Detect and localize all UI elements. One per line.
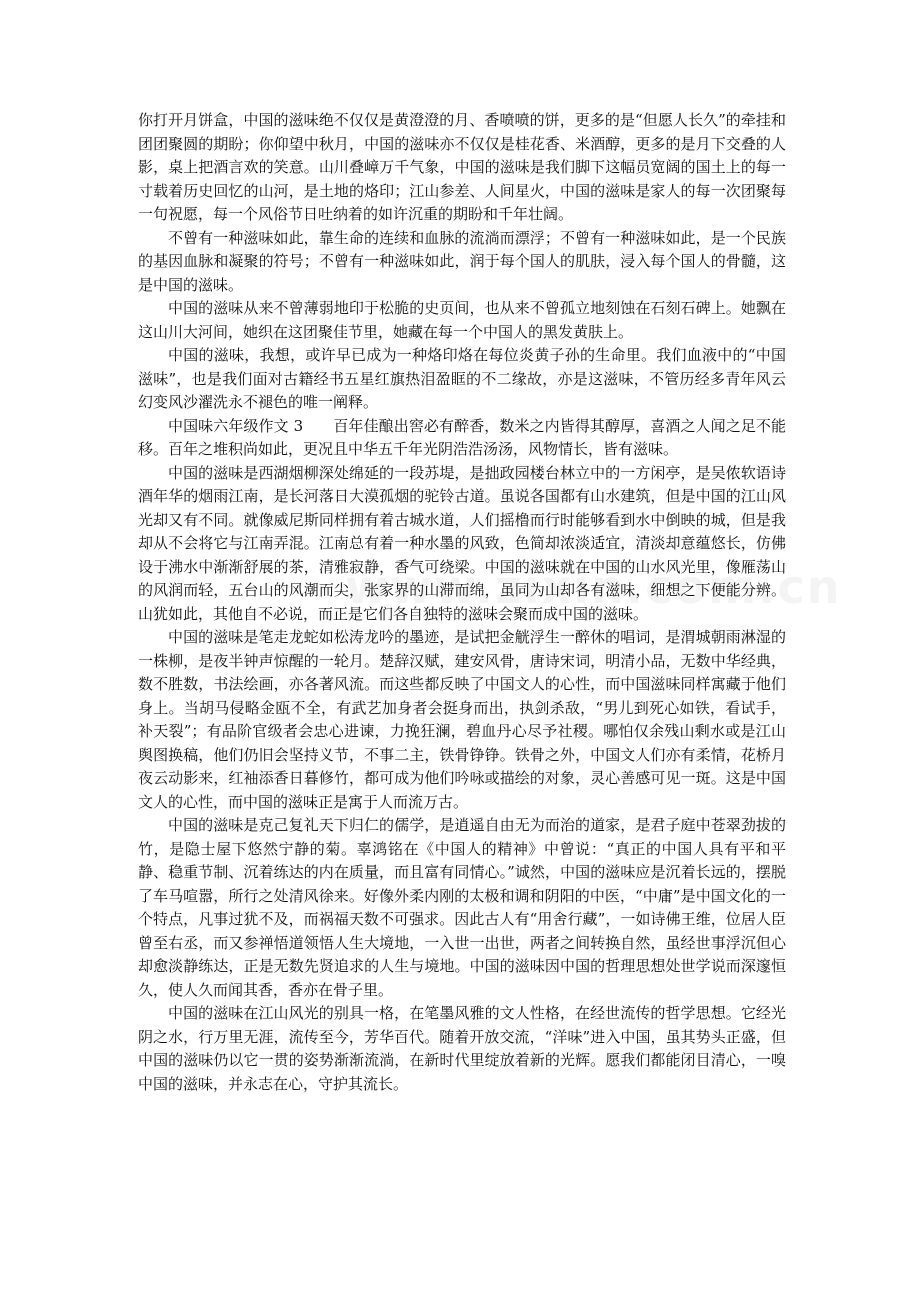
document-body bbox=[138, 109, 786, 1096]
paragraph: 中国的滋味从来不曾薄弱地印于松脆的史页间，也从来不曾孤立地刻蚀在石刻石碑上。她飘在这山川大河间，她织在这团聚佳节里，她藏在每一个中国人的黑发黄肤上。 bbox=[138, 299, 786, 341]
paragraph: 不曾有一种滋味如此，靠生命的连续和血脉的流淌而漂浮；不曾有一种滋味如此，是一个民族的基因血脉和凝聚的符号；不曾有一种滋味如此，润于每个国人的肌肤，浸入每个国人的骨髓，这是中国的滋味。 bbox=[138, 228, 786, 294]
paragraph: 你打开月饼盒，中国的滋味绝不仅仅是黄澄澄的月、香喷喷的饼，更多的是“但愿人长久”的牵挂和团团聚圆的期盼；你仰望中秋月，中国的滋味亦不仅仅是桂花香、米酒醇，更多的是月下交叠的人影，桌上把酒言欢的笑意。山川叠嶂万千气象，中国的滋味是我们脚下这幅员宽阔的国土上的每一寸载着历史回忆的山河，是土地的烙印；江山参差、人间星火，中国的滋味是家人的每一次团聚每一句祝愿，每一个风俗节日吐纳着的如许沉重的期盼和千年壮阔。 bbox=[138, 111, 786, 223]
paragraph: 中国的滋味，我想，或许早已成为一种烙印烙在每位炎黄子孙的生命里。我们血液中的“中国滋味”，也是我们面对古籍经书五星红旗热泪盈眶的不二缘故，亦是这滋味，不管历经多青年风云幻变风沙濯洗永不褪色的唯一阐释。 bbox=[138, 346, 786, 411]
paragraph: 中国的滋味是笔走龙蛇如松涛龙吟的墨迹，是试把金觥浮生一醉休的唱词，是渭城朝雨淋湿的一株柳，是夜半钟声惊醒的一轮月。楚辞汉赋，建安风骨，唐诗宋词，明清小品，无数中华经典，数不胜数，书法绘画，亦各著风流。而这些都反映了中国文人的心性，而中国滋味同样寓藏于他们身上。当胡马侵略金瓯不全，有武艺加身者会挺身而出，执剑杀敌，“男儿到死心如铁，看试手，补天裂”；有品阶官级者会忠心进谏，力挽狂澜，碧血丹心尽予社稷。哪怕仅余残山剩水或是江山舆图换稿，他们仍旧会坚持义节，不事二主，铁骨铮铮。铁骨之外，中国文人们亦有柔情，花桥月夜云动影来，红袖添香日暮修竹，都可成为他们吟咏或描绘的对象，灵心善感可见一斑。这是中国文人的心性，而中国的滋味正是寓于人而流万古。 bbox=[138, 628, 786, 811]
paragraph: 中国的滋味是西湖烟柳深处绵延的一段苏堤，是拙政园楼台林立中的一方闲亭，是吴侬软语诗酒年华的烟雨江南，是长河落日大漠孤烟的驼铃古道。虽说各国都有山水建筑，但是中国的江山风光却又有不同。就像威尼斯同样拥有着古城水道，人们摇橹而行时能够看到水中倒映的城，但是我却从不会将它与江南弄混。江南总有着一种水墨的风致，色简却浓淡适宜，清淡却意蕴悠长，仿佛设于沸水中渐渐舒展的茶，清雅寂静，香气可绕梁。中国的滋味就在中国的山水风光里，像雁荡山的风润而轻，五台山的风潮而尖，张家界的山滞而绵，虽同为山却各有滋味，细想之下便能分辨。山犹如此，其他自不必说，而正是它们各自独特的滋味会聚而成中国的滋味。 bbox=[138, 463, 786, 623]
paragraph: 中国的滋味在江山风光的别具一格，在笔墨风雅的文人性格，在经世流传的哲学思想。它经光阴之水，行万里无涯，流传至今，芳华百代。随着开放交流，“洋味”进入中国，虽其势头正盛，但中国的滋味仍以它一贯的姿势渐渐流淌，在新时代里绽放着新的光辉。愿我们都能闭目清心，一嗅中国的滋味，并永志在心，守护其流长。 bbox=[138, 1004, 786, 1093]
paragraph: 中国的滋味是克己复礼天下归仁的儒学，是逍遥自由无为而治的道家，是君子庭中苍翠劲拔的竹，是隐士屋下悠然宁静的菊。辜鸿铭在《中国人的精神》中曾说：“真正的中国人具有平和平静、稳重节制、沉着练达的内在质量，而且富有同情心。”诚然，中国的滋味应是沉着长远的，摆脱了车马喧嚣，所行之处清风徐来。好像外柔内刚的太极和调和阴阳的中医，“中庸”是中国文化的一个特点，凡事过犹不及，而祸福天数不可强求。因此古人有“用舍行藏”，一如诗佛王维，位居人臣曾至右丞，而又参禅悟道领悟人生大境地，一入世一出世，两者之间转换自然，虽经世事浮沉但心却愈淡静练达，正是无数先贤追求的人生与境地。中国的滋味因中国的哲理思想处世学说而深邃恒久，使人久而闻其香，香亦在骨子里。 bbox=[138, 816, 786, 999]
paragraph: 中国味六年级作文 3 百年佳酿出窖必有醉香，数米之内皆得其醇厚，喜酒之人闻之足不能移。百年之堆积尚如此，更况且中华五千年光阴浩浩汤汤，风物情长，皆有滋味。 bbox=[138, 416, 786, 458]
